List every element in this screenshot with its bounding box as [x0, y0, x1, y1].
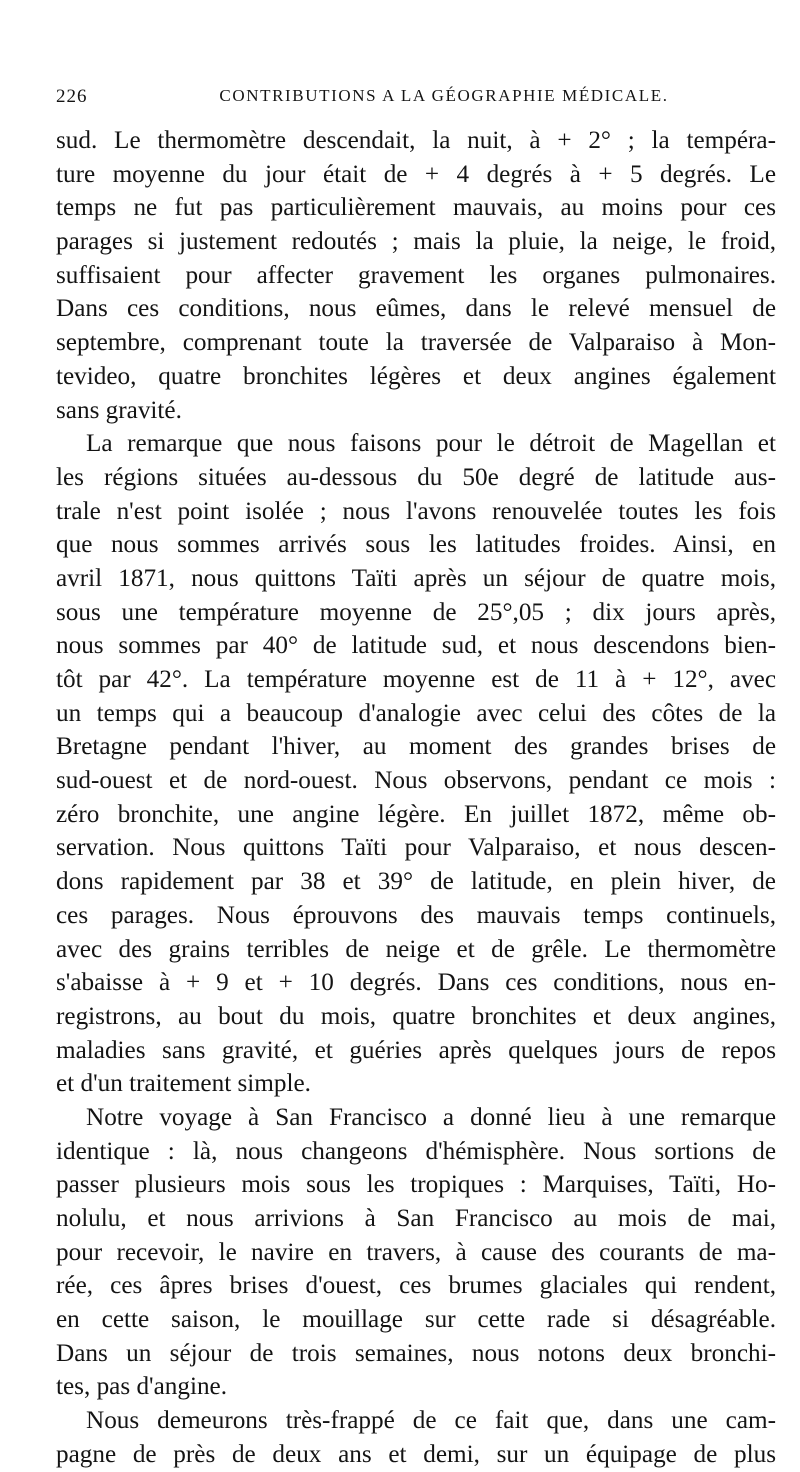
- text-line: ture moyenne du jour était de + 4 degrés à + 5 degrés. Le: [56, 160, 776, 188]
- text-line: en cette saison, le mouillage sur cette rade si désagréable.: [56, 1306, 776, 1334]
- text-line: avril 1871, nous quittons Taïti après un séjour de quatre mois,: [56, 564, 776, 592]
- text-line: parages si justement redoutés ; mais la pluie, la neige, le froid,: [56, 228, 776, 256]
- page-header: [56, 86, 752, 116]
- text-line: les régions situées au-dessous du 50e degré de latitude aus-: [56, 463, 776, 491]
- text-line: identique : là, nous changeons d'hémisphère. Nous sortions de: [56, 1137, 776, 1165]
- text-line: dons rapidement par 38 et 39° de latitude, en plein hiver, de: [56, 868, 776, 896]
- text-line: avec des grains terribles de neige et de grêle. Le thermomètre: [56, 935, 776, 963]
- text-line: tôt par 42°. La température moyenne est de 11 à + 12°, avec: [56, 666, 776, 693]
- text-line: un temps qui a beaucoup d'analogie avec celui des côtes de la: [56, 699, 776, 727]
- text-line: temps ne fut pas particulièrement mauvais, au moins pour ces: [56, 194, 776, 222]
- text-line: passer plusieurs mois sous les tropiques : Marquises, Taïti, Ho-: [56, 1171, 776, 1199]
- text-line: septembre, comprenant toute la traversée de Valparaiso à Mon-: [56, 329, 776, 357]
- text-line: Bretagne pendant l'hiver, au moment des grandes brises de: [56, 733, 776, 761]
- text-line: Dans ces conditions, nous eûmes, dans le relevé mensuel de: [56, 295, 776, 323]
- text-line: tes, pas d'angine.: [56, 1373, 228, 1401]
- text-line: que nous sommes arrivés sous les latitudes froides. Ainsi, en: [56, 531, 776, 559]
- text-line: rée, ces âpres brises d'ouest, ces brumes glaciales qui rendent,: [56, 1272, 776, 1300]
- text-line: Dans un séjour de trois semaines, nous notons deux bronchi-: [56, 1339, 776, 1367]
- text-line: sous une température moyenne de 25°,05 ; dix jours après,: [56, 598, 776, 626]
- paragraph-first-line: La remarque que nous faisons pour le détroit de Magellan et: [86, 430, 776, 458]
- text-line: nous sommes par 40° de latitude sud, et nous descendons bien-: [56, 632, 776, 660]
- text-line: suffisaient pour affecter gravement les organes pulmonaires.: [56, 261, 776, 289]
- running-title: CONTRIBUTIONS A LA GÉOGRAPHIE MÉDICALE.: [219, 86, 669, 105]
- body-text: [56, 124, 776, 1472]
- text-line: sud. Le thermomètre descendait, la nuit, à + 2° ; la tempéra-: [56, 127, 776, 154]
- paragraph-first-line: Nous demeurons très-frappé de ce fait que, dans une cam-: [86, 1407, 776, 1435]
- text-line: trale n'est point isolée ; nous l'avons renouvelée toutes les fois: [56, 497, 776, 525]
- text-line: pour recevoir, le navire en travers, à cause des courants de ma-: [56, 1238, 776, 1266]
- text-line: registrons, au bout du mois, quatre bronchites et deux angines,: [56, 1002, 776, 1030]
- text-line: servation. Nous quittons Taïti pour Valparaiso, et nous descen-: [56, 834, 776, 862]
- text-line: s'abaisse à + 9 et + 10 degrés. Dans ces conditions, nous en-: [56, 969, 776, 997]
- text-line: ces parages. Nous éprouvons des mauvais temps continuels,: [56, 901, 776, 929]
- paragraph-first-line: Notre voyage à San Francisco a donné lieu à une remarque: [86, 1103, 776, 1131]
- page-number: 226: [56, 86, 88, 107]
- text-line: pagne de près de deux ans et demi, sur un équipage de plus: [56, 1440, 776, 1468]
- text-line: nolulu, et nous arrivions à San Francisco au mois de mai,: [56, 1205, 776, 1232]
- text-line: et d'un traitement simple.: [56, 1070, 311, 1098]
- text-line: maladies sans gravité, et guéries après quelques jours de repos: [56, 1036, 776, 1064]
- text-line: sans gravité.: [56, 396, 182, 424]
- text-line: zéro bronchite, une angine légère. En juillet 1872, même ob-: [56, 800, 776, 828]
- text-line: sud-ouest et de nord-ouest. Nous observons, pendant ce mois :: [56, 767, 776, 795]
- text-line: tevideo, quatre bronchites légères et deux angines également: [56, 362, 776, 390]
